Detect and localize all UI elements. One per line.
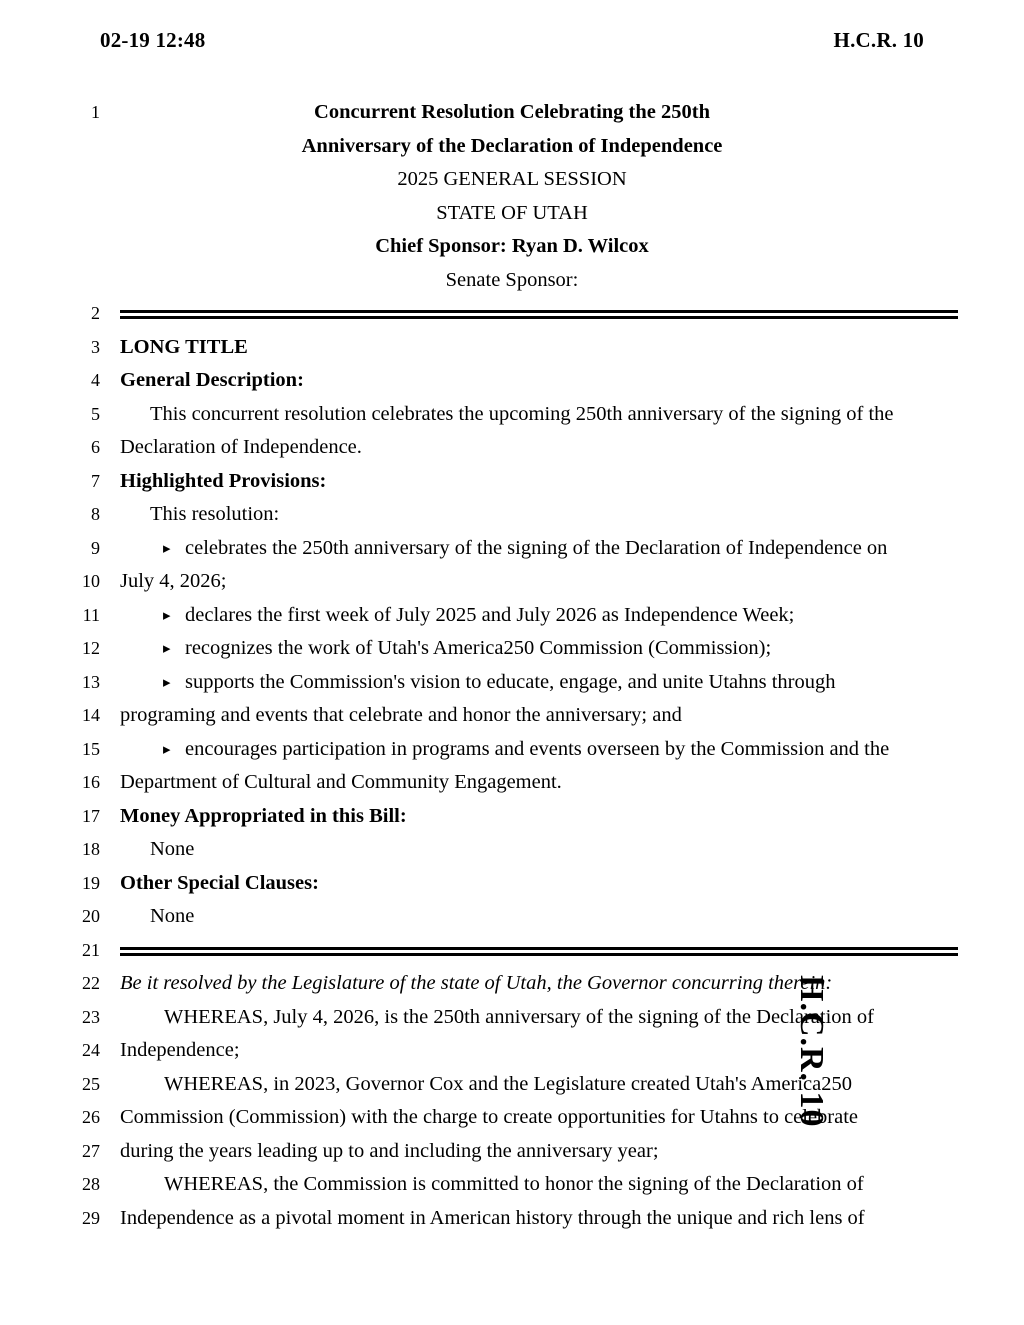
provision-bullet-text: declares the first week of July 2025 and July 2026 as Independence Week;: [185, 603, 795, 626]
chief-sponsor-label: Chief Sponsor: Ryan D. Wilcox: [375, 235, 649, 257]
bullet-icon: ▸: [163, 607, 171, 624]
document-line: [0, 934, 1024, 968]
line-number: 5: [91, 403, 100, 424]
document-line: [0, 1034, 1024, 1068]
bullet-icon: ▸: [163, 540, 171, 557]
document-line: [0, 364, 1024, 398]
document-line: [0, 1168, 1024, 1202]
state-label: STATE OF UTAH: [436, 201, 588, 224]
whereas-clause-continuation: Commission (Commission) with the charge to create opportunities for Utahns to celebrate: [120, 1106, 859, 1128]
money-appropriated-heading: Money Appropriated in this Bill:: [120, 804, 407, 827]
whereas-clause: WHEREAS, July 4, 2026, is the 250th anniversary of the signing of the Declaration of: [164, 1005, 874, 1028]
line-number: 23: [82, 1006, 100, 1027]
resolution-title-line-2: Anniversary of the Declaration of Independence: [301, 134, 723, 157]
provision-bullet-item: [120, 733, 958, 768]
document-line: [0, 766, 1024, 800]
line-number: 13: [82, 671, 100, 692]
line-number: 9: [91, 537, 100, 558]
line-number: 24: [82, 1040, 100, 1060]
whereas-clause-continuation: Independence as a pivotal moment in American history through the unique and rich lens of: [120, 1206, 865, 1229]
provision-bullet-text: supports the Commission's vision to educate, engage, and unite Utahns through: [185, 670, 836, 693]
general-description-text: This concurrent resolution celebrates the upcoming 250th anniversary of the signing of the: [150, 402, 894, 425]
document-line: [0, 632, 1024, 666]
line-number: 29: [82, 1207, 100, 1228]
line-number: 1: [91, 102, 100, 122]
bullet-icon: ▸: [163, 641, 171, 657]
provision-bullet-item: [120, 532, 958, 567]
line-number: 16: [82, 772, 100, 792]
document-line: [0, 565, 1024, 599]
running-header: [100, 28, 924, 56]
whereas-clause: WHEREAS, the Commission is committed to honor the signing of the Declaration of: [164, 1173, 864, 1195]
resolution-title-line-1: Concurrent Resolution Celebrating the 250th: [314, 101, 710, 123]
section-divider-top: [120, 310, 958, 319]
document-line: [0, 833, 1024, 867]
line-number: 3: [91, 336, 100, 357]
line-number: 8: [91, 504, 100, 524]
line-number: 19: [82, 872, 100, 893]
document-line: [0, 465, 1024, 499]
document-line: [0, 733, 1024, 767]
document-line: [0, 900, 1024, 934]
provision-bullet-text: recognizes the work of Utah's America250 Commission (Commission);: [185, 637, 772, 659]
whereas-clause-continuation: during the years leading up to and including the anniversary year;: [120, 1139, 659, 1162]
header-bill-number: H.C.R. 10: [833, 28, 924, 52]
document-line: [0, 532, 1024, 566]
document-line: [0, 666, 1024, 700]
bullet-icon: ▸: [163, 741, 171, 758]
line-number: 26: [82, 1107, 100, 1127]
general-description-heading: General Description:: [120, 369, 304, 391]
document-line: [0, 967, 1024, 1001]
document-line: [0, 699, 1024, 733]
line-number: 2: [91, 303, 100, 323]
document-line: [0, 867, 1024, 901]
line-number: 21: [82, 939, 100, 960]
line-number: 12: [82, 638, 100, 658]
provision-bullet-continuation: programing and events that celebrate and honor the anniversary; and: [120, 704, 682, 726]
provision-bullet-continuation: July 4, 2026;: [120, 570, 227, 592]
line-number: 15: [82, 738, 100, 759]
line-number: 11: [82, 604, 100, 625]
other-special-clauses-value: None: [150, 905, 195, 927]
whereas-clause-continuation: Independence;: [120, 1039, 240, 1061]
line-number: 17: [82, 805, 100, 826]
this-resolution-text: This resolution:: [150, 503, 280, 525]
general-description-text: Declaration of Independence.: [120, 436, 362, 458]
document-line: [0, 1001, 1024, 1035]
line-number: 18: [82, 839, 100, 859]
session-label: 2025 GENERAL SESSION: [397, 168, 627, 190]
document-line: [0, 800, 1024, 834]
document-line: [0, 297, 1024, 331]
document-line: [0, 96, 1024, 130]
provision-bullet-text: celebrates the 250th anniversary of the signing of the Declaration of Independence on: [185, 536, 888, 559]
document-line: [0, 264, 1024, 298]
provision-bullet-text: encourages participation in programs and events overseen by the Commission and the: [185, 737, 890, 760]
line-number: 6: [91, 437, 100, 457]
long-title-heading: LONG TITLE: [120, 335, 248, 358]
document-line: [0, 599, 1024, 633]
document-line: [0, 1202, 1024, 1236]
line-number: 25: [82, 1073, 100, 1094]
document-line: [0, 398, 1024, 432]
line-number: 4: [91, 370, 100, 390]
line-number: 10: [82, 571, 100, 591]
highlighted-provisions-heading: Highlighted Provisions:: [120, 469, 327, 492]
enacting-clause: Be it resolved by the Legislature of the state of Utah, the Governor concurring therein:: [120, 972, 833, 994]
senate-sponsor-label: Senate Sponsor:: [445, 268, 579, 291]
bullet-icon: ▸: [163, 674, 171, 691]
document-line: [0, 431, 1024, 465]
line-number: 20: [82, 906, 100, 926]
document-line: [0, 163, 1024, 197]
other-special-clauses-heading: Other Special Clauses:: [120, 871, 319, 894]
document-line: [0, 230, 1024, 264]
side-margin-bill-number: H.C.R. 10: [793, 975, 830, 1128]
line-number: 14: [82, 705, 100, 725]
provision-bullet-item: [120, 632, 958, 667]
whereas-clause: WHEREAS, in 2023, Governor Cox and the Legislature created Utah's America250: [164, 1072, 852, 1095]
document-line: [0, 1135, 1024, 1169]
document-line: [0, 130, 1024, 164]
document-line: [0, 331, 1024, 365]
header-timestamp: 02-19 12:48: [100, 28, 206, 52]
line-number: 7: [91, 470, 100, 491]
document-line: [0, 1068, 1024, 1102]
provision-bullet-item: [120, 666, 958, 701]
line-number: 22: [82, 973, 100, 993]
provision-bullet-continuation: Department of Cultural and Community Engagement.: [120, 771, 562, 793]
provision-bullet-item: [120, 599, 958, 634]
line-number: 27: [82, 1140, 100, 1161]
line-number: 28: [82, 1174, 100, 1194]
section-divider-bottom: [120, 947, 958, 956]
document-line: [0, 498, 1024, 532]
document-line: [0, 197, 1024, 231]
money-appropriated-value: None: [150, 838, 195, 860]
numbered-line-body: [0, 96, 1024, 1235]
document-line: [0, 1101, 1024, 1135]
